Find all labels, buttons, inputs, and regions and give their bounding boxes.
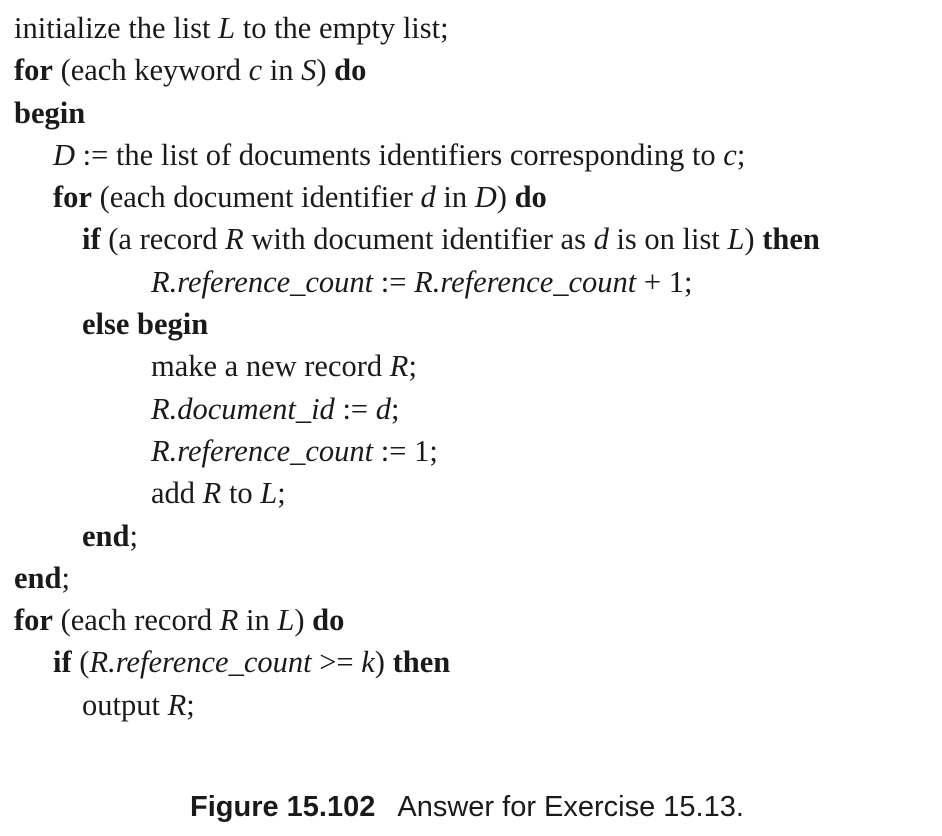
text: make a new record xyxy=(151,349,390,384)
var-c: c xyxy=(723,137,737,172)
text: := 1; xyxy=(373,433,438,468)
keyword-then: then xyxy=(392,645,451,680)
text: ) xyxy=(744,222,763,257)
text: to the empty list; xyxy=(235,11,449,45)
text: >= xyxy=(311,645,362,680)
code-line-3 xyxy=(14,92,939,134)
var-d: d xyxy=(593,222,609,257)
code-line-8 xyxy=(14,303,939,345)
pseudocode-block xyxy=(14,7,939,726)
var-reference-count: R.reference_count xyxy=(151,433,374,468)
keyword-do: do xyxy=(514,180,547,215)
code-line-15 xyxy=(14,599,939,641)
text: (each keyword xyxy=(52,53,249,88)
var-reference-count: R.reference_count xyxy=(89,645,312,680)
figure-label: Figure 15.102 xyxy=(190,791,376,823)
code-line-11 xyxy=(14,430,939,472)
var-document-id: R.document_id xyxy=(151,391,335,426)
code-line-17 xyxy=(14,684,939,726)
text: ) xyxy=(374,645,393,680)
keyword-for: for xyxy=(14,603,53,638)
code-line-4 xyxy=(14,134,939,176)
var-reference-count: R.reference_count xyxy=(414,264,637,299)
text: + 1; xyxy=(636,264,693,299)
code-line-7 xyxy=(14,261,939,303)
code-line-13 xyxy=(14,515,939,557)
text: with document identifier as xyxy=(243,222,594,257)
text: add xyxy=(151,476,203,511)
code-line-2 xyxy=(14,49,939,91)
code-line-14 xyxy=(14,557,939,599)
code-line-1 xyxy=(14,7,939,49)
text: in xyxy=(262,53,302,88)
var-l: L xyxy=(260,476,278,511)
keyword-for: for xyxy=(53,180,92,215)
var-d: D xyxy=(53,137,76,172)
var-d: d xyxy=(375,391,391,426)
var-r: R xyxy=(202,476,222,511)
code-line-6 xyxy=(14,218,939,260)
keyword-for: for xyxy=(14,53,53,88)
text: in xyxy=(435,180,475,215)
var-k: k xyxy=(361,645,375,680)
var-l: L xyxy=(218,11,236,45)
text: to xyxy=(221,476,261,511)
keyword-end: end xyxy=(82,518,130,553)
keyword-end: end xyxy=(14,560,62,595)
text: (each record xyxy=(52,603,220,638)
var-s: S xyxy=(301,53,317,88)
var-l: L xyxy=(277,603,295,638)
text: ; xyxy=(408,349,417,384)
text: ; xyxy=(277,476,286,511)
keyword-if: if xyxy=(82,222,101,257)
text: ; xyxy=(129,518,138,553)
var-r: R xyxy=(219,603,239,638)
text: is on list xyxy=(608,222,728,257)
var-d: d xyxy=(420,180,436,215)
text: output xyxy=(82,687,168,722)
text: (each document identifier xyxy=(91,180,421,215)
var-c: c xyxy=(248,53,263,88)
text: initialize the list xyxy=(14,11,219,45)
figure-caption xyxy=(190,789,744,825)
code-line-12 xyxy=(14,472,939,514)
var-reference-count: R.reference_count xyxy=(151,264,374,299)
text: ; xyxy=(391,391,400,426)
figure-caption-text: Answer for Exercise 15.13. xyxy=(397,791,744,823)
keyword-else-begin: else begin xyxy=(82,307,209,342)
code-line-9 xyxy=(14,345,939,387)
text: ; xyxy=(61,560,70,595)
var-l: L xyxy=(727,222,745,257)
code-line-16 xyxy=(14,641,939,683)
var-r: R xyxy=(167,687,187,722)
text: ; xyxy=(736,137,746,172)
var-r: R xyxy=(225,222,244,257)
var-d-upper: D xyxy=(474,180,497,215)
text: ( xyxy=(71,645,90,680)
keyword-if: if xyxy=(53,645,72,680)
text: := the list of documents identifiers corresponding to xyxy=(75,137,724,172)
code-line-5 xyxy=(14,176,939,218)
keyword-do: do xyxy=(312,603,345,638)
text: ) xyxy=(316,53,335,88)
text: := xyxy=(373,264,415,299)
text: (a record xyxy=(100,222,226,257)
var-r: R xyxy=(389,349,409,384)
code-line-10 xyxy=(14,388,939,430)
keyword-begin: begin xyxy=(14,95,86,130)
keyword-do: do xyxy=(334,53,367,88)
text: := xyxy=(334,391,376,426)
text: ) xyxy=(294,603,313,638)
text: ) xyxy=(496,180,515,215)
text: ; xyxy=(186,687,195,722)
keyword-then: then xyxy=(762,222,820,257)
text: in xyxy=(238,603,278,638)
